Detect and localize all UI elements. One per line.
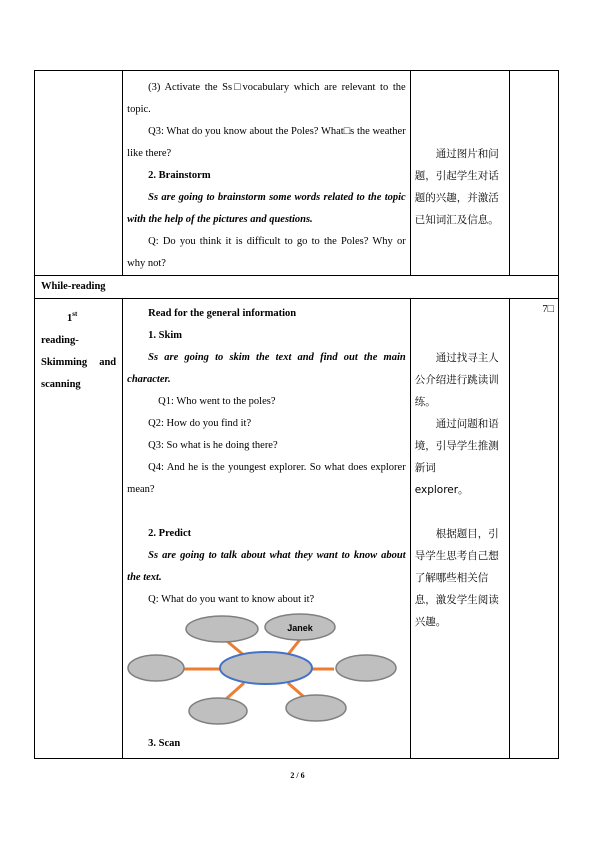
- mind-map-bubble: [189, 698, 247, 724]
- mind-map-label: Janek: [287, 623, 314, 633]
- skim-task: Ss are going to skim the text and find out the main character.: [127, 352, 406, 385]
- question: Q3: So what is he doing there?: [148, 440, 278, 451]
- brainstorm-heading: 2. Brainstorm: [148, 170, 211, 181]
- text-line: (3) Activate the Ss□vocabulary which are relevant to the topic.: [127, 82, 406, 115]
- mind-map-center: [220, 652, 312, 684]
- teaching-note: 根据题目，引导学生思考自己想了解哪些相关信息，激发学生阅读兴趣。: [414, 528, 499, 628]
- stage-number: 1: [67, 312, 73, 324]
- stage-cell: [35, 71, 123, 276]
- activity-cell: [123, 299, 411, 759]
- spoke: [288, 683, 304, 697]
- stage-text: reading-Skimming and scanning: [41, 334, 117, 390]
- table-row: [35, 299, 559, 759]
- mind-map-bubble: [286, 695, 346, 721]
- time-cell: [509, 299, 558, 759]
- stage-label: [35, 303, 122, 396]
- note-cell: [410, 71, 509, 276]
- question: Q2: How do you find it?: [148, 418, 252, 429]
- predict-heading: 2. Predict: [148, 528, 192, 539]
- time-value: 7□: [542, 304, 554, 315]
- mind-map-bubble: [186, 616, 258, 642]
- predict-task: Ss are going to talk about what they want to know about the text.: [127, 550, 406, 583]
- teaching-note: 通过找寻主人公介绍进行跳读训练。: [414, 352, 499, 408]
- page-number: 2 / 6: [290, 771, 305, 780]
- skim-heading: 1. Skim: [148, 330, 182, 341]
- brainstorm-question: Q: Do you think it is difficult to go to the Poles? Why or why not?: [127, 236, 406, 269]
- mind-map-bubble: [336, 655, 396, 681]
- question: Q: What do you want to know about it?: [148, 594, 315, 605]
- note-cell: [410, 299, 509, 759]
- section-label: While-reading: [41, 281, 106, 292]
- text-line: Q3: What do you know about the Poles? What□s the weather like there?: [127, 126, 406, 159]
- mind-map-diagram: [126, 611, 406, 733]
- activity-cell: [123, 71, 411, 276]
- mind-map-bubble: [128, 655, 184, 681]
- spacer: [411, 501, 509, 523]
- section-cell: [35, 276, 559, 299]
- reading-heading: Read for the general information: [148, 308, 297, 319]
- stage-cell: [35, 299, 123, 759]
- teaching-note: explorer。: [414, 484, 469, 496]
- table-row: [35, 276, 559, 299]
- question: Q4: And he is the youngest explorer. So what does explorer mean?: [127, 462, 406, 495]
- brainstorm-task: Ss are going to brainstorm some words related to the topic with the help of the pictures and questions.: [127, 192, 406, 225]
- scan-heading: 3. Scan: [148, 738, 181, 749]
- table-row: [35, 71, 559, 276]
- teaching-note: 通过图片和问题，引起学生对话题的兴趣，并激活已知词汇及信息。: [414, 148, 499, 226]
- spacer: [123, 501, 410, 523]
- stage-sup: st: [72, 310, 78, 318]
- spoke: [226, 683, 244, 699]
- time-cell: [509, 71, 558, 276]
- question: Q1: Who went to the poles?: [158, 396, 276, 407]
- teaching-note: 通过问题和语境，引导学生推测新词: [414, 418, 499, 474]
- lesson-plan-table: [34, 70, 559, 759]
